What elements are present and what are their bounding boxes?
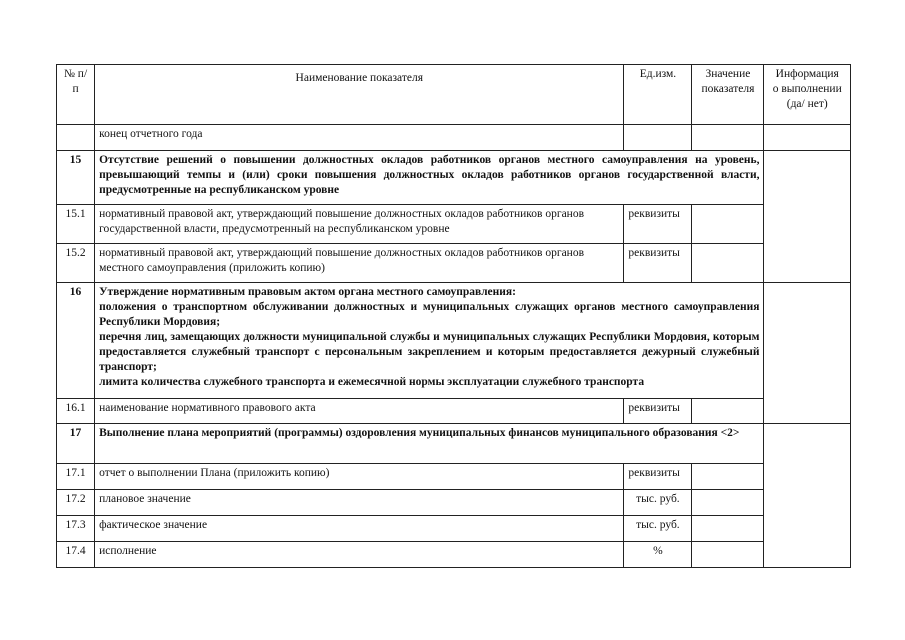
row-name-line: положения о транспортном обслуживании должностных и муниципальных служащих органов местного самоуправления Республики Мордовия; bbox=[99, 301, 760, 328]
row-value bbox=[692, 125, 764, 151]
row-name-line: лимита количества служебного транспорта и ежемесячной нормы эксплуатации служебного транспорта bbox=[99, 376, 645, 388]
row-unit: реквизиты bbox=[624, 205, 692, 244]
row-name: нормативный правовой акт, утверждающий повышение должностных окладов работников органов местного самоуправления (приложить копию) bbox=[95, 244, 624, 283]
row-no: 16 bbox=[57, 283, 95, 399]
row-no: 17 bbox=[57, 424, 95, 464]
header-info-line2: о выполнении bbox=[772, 83, 842, 95]
row-info bbox=[764, 151, 851, 283]
table-row bbox=[57, 125, 851, 151]
row-no: 17.2 bbox=[57, 490, 95, 516]
row-no: 15.2 bbox=[57, 244, 95, 283]
table-row bbox=[57, 516, 851, 542]
row-value bbox=[692, 516, 764, 542]
table-row bbox=[57, 283, 851, 399]
header-value-line1: Значение bbox=[705, 68, 751, 80]
row-value bbox=[692, 490, 764, 516]
row-value bbox=[692, 464, 764, 490]
row-value bbox=[692, 205, 764, 244]
table-row bbox=[57, 244, 851, 283]
table-row bbox=[57, 542, 851, 568]
row-value bbox=[692, 399, 764, 424]
row-no: 15.1 bbox=[57, 205, 95, 244]
header-no: № п/п bbox=[57, 65, 95, 125]
row-unit: % bbox=[624, 542, 692, 568]
row-no: 17.3 bbox=[57, 516, 95, 542]
row-name: исполнение bbox=[95, 542, 624, 568]
row-info bbox=[764, 283, 851, 424]
table-row bbox=[57, 424, 851, 464]
row-unit: реквизиты bbox=[624, 464, 692, 490]
header-row bbox=[57, 65, 851, 125]
header-value-line2: показателя bbox=[701, 83, 755, 95]
row-name: плановое значение bbox=[95, 490, 624, 516]
table-row bbox=[57, 205, 851, 244]
row-value bbox=[692, 542, 764, 568]
header-unit: Ед.изм. bbox=[624, 65, 692, 125]
row-unit: реквизиты bbox=[624, 399, 692, 424]
row-name-line: Утверждение нормативным правовым актом органа местного самоуправления: bbox=[99, 286, 516, 298]
table-row bbox=[57, 399, 851, 424]
row-name: отчет о выполнении Плана (приложить копию) bbox=[95, 464, 624, 490]
header-info bbox=[764, 65, 851, 125]
row-name: Отсутствие решений о повышении должностных окладов работников органов местного самоуправления на уровень, превышающий темпы и (или) сроки повышения должностных окладов работников органов государственной власти, предусмотренные на республиканском уровне bbox=[95, 151, 764, 205]
row-unit: реквизиты bbox=[624, 244, 692, 283]
row-name-line: перечня лиц, замещающих должности муниципальной службы и муниципальных служащих Республики Мордовия, которым предоставляется служебный транспорт с персональным закреплением и которым предоставляется дежурный служебный транспорт; bbox=[99, 331, 760, 373]
row-no: 16.1 bbox=[57, 399, 95, 424]
row-name: наименование нормативного правового акта bbox=[95, 399, 624, 424]
row-name: нормативный правовой акт, утверждающий повышение должностных окладов работников органов государственной власти, предусмотренный на республиканском уровне bbox=[95, 205, 624, 244]
header-name: Наименование показателя bbox=[95, 65, 624, 125]
row-unit: тыс. руб. bbox=[624, 516, 692, 542]
header-info-line1: Информация bbox=[775, 68, 839, 80]
row-no: 15 bbox=[57, 151, 95, 205]
header-value bbox=[692, 65, 764, 125]
table-row bbox=[57, 464, 851, 490]
table-row bbox=[57, 151, 851, 205]
row-info bbox=[764, 424, 851, 568]
row-unit bbox=[624, 125, 692, 151]
row-name: конец отчетного года bbox=[95, 125, 624, 151]
row-no: 17.4 bbox=[57, 542, 95, 568]
indicators-table bbox=[56, 64, 851, 568]
row-name: фактическое значение bbox=[95, 516, 624, 542]
row-value bbox=[692, 244, 764, 283]
row-no: 17.1 bbox=[57, 464, 95, 490]
row-unit: тыс. руб. bbox=[624, 490, 692, 516]
row-name bbox=[95, 283, 764, 399]
row-info bbox=[764, 125, 851, 151]
row-name: Выполнение плана мероприятий (программы) оздоровления муниципальных финансов муниципального образования <2> bbox=[95, 424, 764, 464]
row-no bbox=[57, 125, 95, 151]
header-info-line3: (да/ нет) bbox=[786, 98, 828, 110]
table-row bbox=[57, 490, 851, 516]
